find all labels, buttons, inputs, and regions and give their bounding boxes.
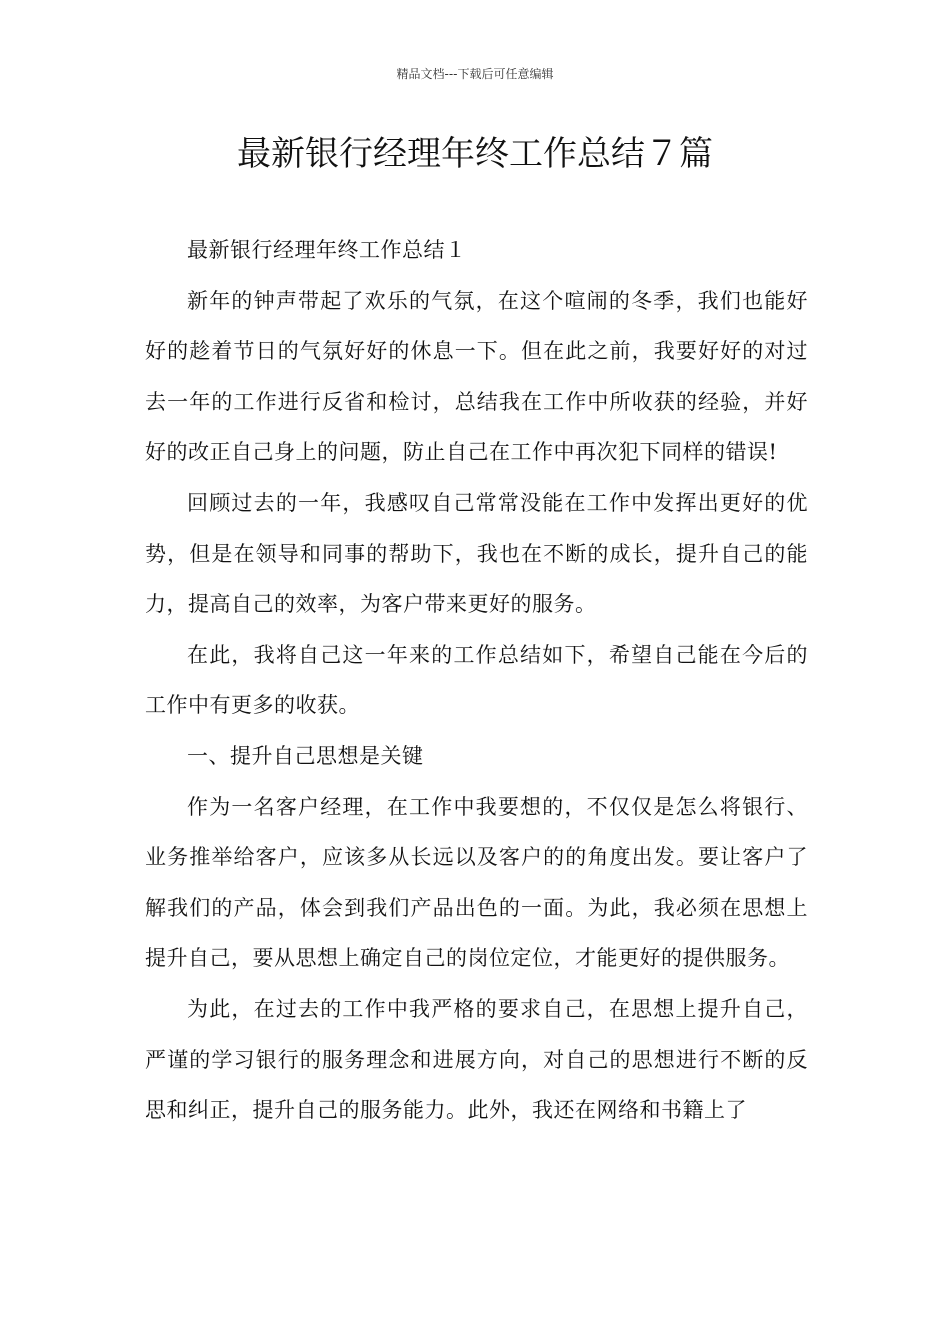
paragraph: 为此，在过去的工作中我严格的要求自己，在思想上提升自己，严谨的学习银行的服务理念和进展方向，对自己的思想进行不断的反思和纠正，提升自己的服务能力。此外，我还在网络和书籍上了 — [145, 996, 808, 1123]
subsection-heading: 一、提升自己思想是关键 — [187, 743, 424, 768]
header-note: 精品文档---下载后可任意编辑 — [396, 67, 554, 81]
paragraph: 回顾过去的一年，我感叹自己常常没能在工作中发挥出更好的优势，但是在领导和同事的帮助下，我也在不断的成长，提升自己的能力，提高自己的效率，为客户带来更好的服务。 — [145, 490, 808, 617]
document-title: 最新银行经理年终工作总结７篇 — [237, 134, 713, 174]
document-body — [145, 225, 808, 1136]
paragraph: 新年的钟声带起了欢乐的气氛，在这个喧闹的冬季，我们也能好好的趁着节日的气氛好好的休息一下。但在此之前，我要好好的对过去一年的工作进行反省和检讨，总结我在工作中所收获的经验，并好好的改正自己身上的问题，防止自己在工作中再次犯下同样的错误! — [145, 288, 808, 465]
section-heading: 最新银行经理年终工作总结１ — [187, 238, 467, 262]
paragraph: 作为一名客户经理，在工作中我要想的，不仅仅是怎么将银行、业务推举给客户，应该多从长远以及客户的的角度出发。要让客户了解我们的产品，体会到我们产品出色的一面。为此，我必须在思想上提升自己，要从思想上确定自己的岗位定位，才能更好的提供服务。 — [145, 794, 808, 971]
paragraph: 在此，我将自己这一年来的工作总结如下，希望自己能在今后的工作中有更多的收获。 — [145, 642, 808, 718]
